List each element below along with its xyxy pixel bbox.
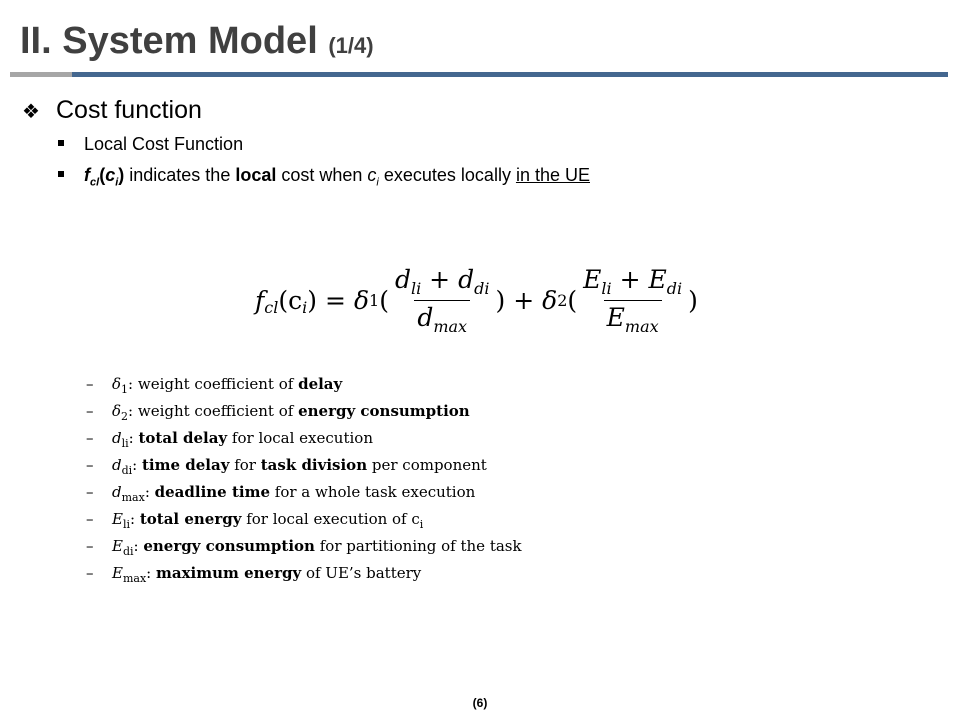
cost-formula: f $_{cl}$ (c $_i$ ) = δ 1 ( $\frac{d_{li} + d_{di}}{d_{max}}$ ) + δ 2 ( $\frac{E_{li} + E_{di}}{E_{max}}$ ) <box>255 264 698 336</box>
definition-emphasis: energy consumption <box>298 402 470 420</box>
definition-emphasis: delay <box>298 375 343 393</box>
definition-symbol: d <box>112 483 122 501</box>
fraction-energy: $\frac{E_{li} + E_{di}}{E_{max}}$ <box>583 264 683 336</box>
local-emphasis: local <box>235 165 277 185</box>
definition-symbol: δ <box>112 402 122 420</box>
definition-symbol: d <box>112 456 122 474</box>
definition-text: weight coefficient of <box>137 402 299 420</box>
in-the-ue-underlined: in the UE <box>515 165 590 185</box>
dash-bullet: – <box>86 510 94 528</box>
slide-title-suffix: (1/4) <box>328 33 374 58</box>
definition-emphasis: deadline time <box>154 483 270 501</box>
dash-bullet: – <box>86 429 94 447</box>
definition-separator: : <box>132 456 142 474</box>
definition-text: for local execution <box>227 429 373 447</box>
definition-symbol-subscript: di <box>121 464 133 477</box>
slide-title <box>20 22 374 60</box>
definition-separator: : <box>130 510 140 528</box>
definition-item <box>86 453 522 480</box>
definition-separator: : <box>144 483 155 501</box>
definition-symbol: δ <box>112 375 122 393</box>
title-rule-accent <box>10 72 72 77</box>
sub-bullet-local-cost <box>58 134 243 155</box>
definition-symbol: d <box>112 429 122 447</box>
definition-text: of UE’s battery <box>301 564 422 582</box>
definition-symbol: E <box>112 564 123 582</box>
definition-text: per component <box>367 456 487 474</box>
definition-item <box>86 534 522 561</box>
sub-bullet-definition: $f_{cl}(c_i)$ indicates the local cost when $c_i$ executes locally in the UE <box>58 165 590 189</box>
definition-text: for a whole task execution <box>270 483 476 501</box>
definition-symbol-subscript: max <box>121 491 145 504</box>
sub-bullet-text: Local Cost Function <box>84 134 244 154</box>
square-bullet-icon <box>58 140 64 146</box>
definition-symbol-subscript: li <box>122 518 130 531</box>
dash-bullet: – <box>86 375 94 393</box>
definition-emphasis: maximum energy <box>155 564 302 582</box>
definition-text: for <box>229 456 261 474</box>
dash-bullet: – <box>86 537 94 555</box>
definition-separator: : <box>146 564 156 582</box>
definition-symbol-subscript: 2 <box>121 410 129 423</box>
slide-title-text: II. System Model <box>20 20 318 62</box>
definition-separator: : <box>133 537 144 555</box>
title-rule <box>72 72 948 77</box>
dash-bullet: – <box>86 456 94 474</box>
definition-item <box>86 507 522 534</box>
definition-item <box>86 372 522 399</box>
definition-text: for local execution of c <box>241 510 420 528</box>
definition-separator: : <box>128 375 138 393</box>
definition-symbol-subscript: di <box>122 545 134 558</box>
definition-emphasis: task division <box>260 456 368 474</box>
definition-symbol-subscript: li <box>121 437 129 450</box>
definition-symbol-subscript: 1 <box>121 383 129 396</box>
definition-separator: : <box>128 402 138 420</box>
square-bullet-icon <box>58 171 64 177</box>
definition-symbol-subscript: max <box>122 572 147 585</box>
definition-list <box>86 372 522 588</box>
definition-symbol: E <box>112 510 123 528</box>
definition-item <box>86 480 522 507</box>
diamond-bullet-icon: ❖ <box>22 101 40 123</box>
bullet-text: Cost function <box>56 96 202 124</box>
fcl-term: $f_{cl}(c_i)$ <box>84 165 125 189</box>
definition-tail-subscript: i <box>419 518 424 531</box>
definition-emphasis: energy consumption <box>143 537 315 555</box>
definition-item <box>86 399 522 426</box>
definition-emphasis: total delay <box>138 429 228 447</box>
definition-emphasis: total energy <box>139 510 242 528</box>
definition-item <box>86 561 522 588</box>
dash-bullet: – <box>86 564 94 582</box>
definition-item <box>86 426 522 453</box>
definition-symbol: E <box>112 537 123 555</box>
dash-bullet: – <box>86 483 94 501</box>
definition-text: weight coefficient of <box>137 375 299 393</box>
page-number: (6) <box>472 696 488 710</box>
bullet-cost-function <box>22 96 202 125</box>
dash-bullet: – <box>86 402 94 420</box>
fraction-delay: $\frac{d_{li} + d_{di}}{d_{max}}$ <box>394 264 490 336</box>
definition-text: for partitioning of the task <box>314 537 522 555</box>
definition-separator: : <box>128 429 139 447</box>
definition-emphasis: time delay <box>142 456 230 474</box>
